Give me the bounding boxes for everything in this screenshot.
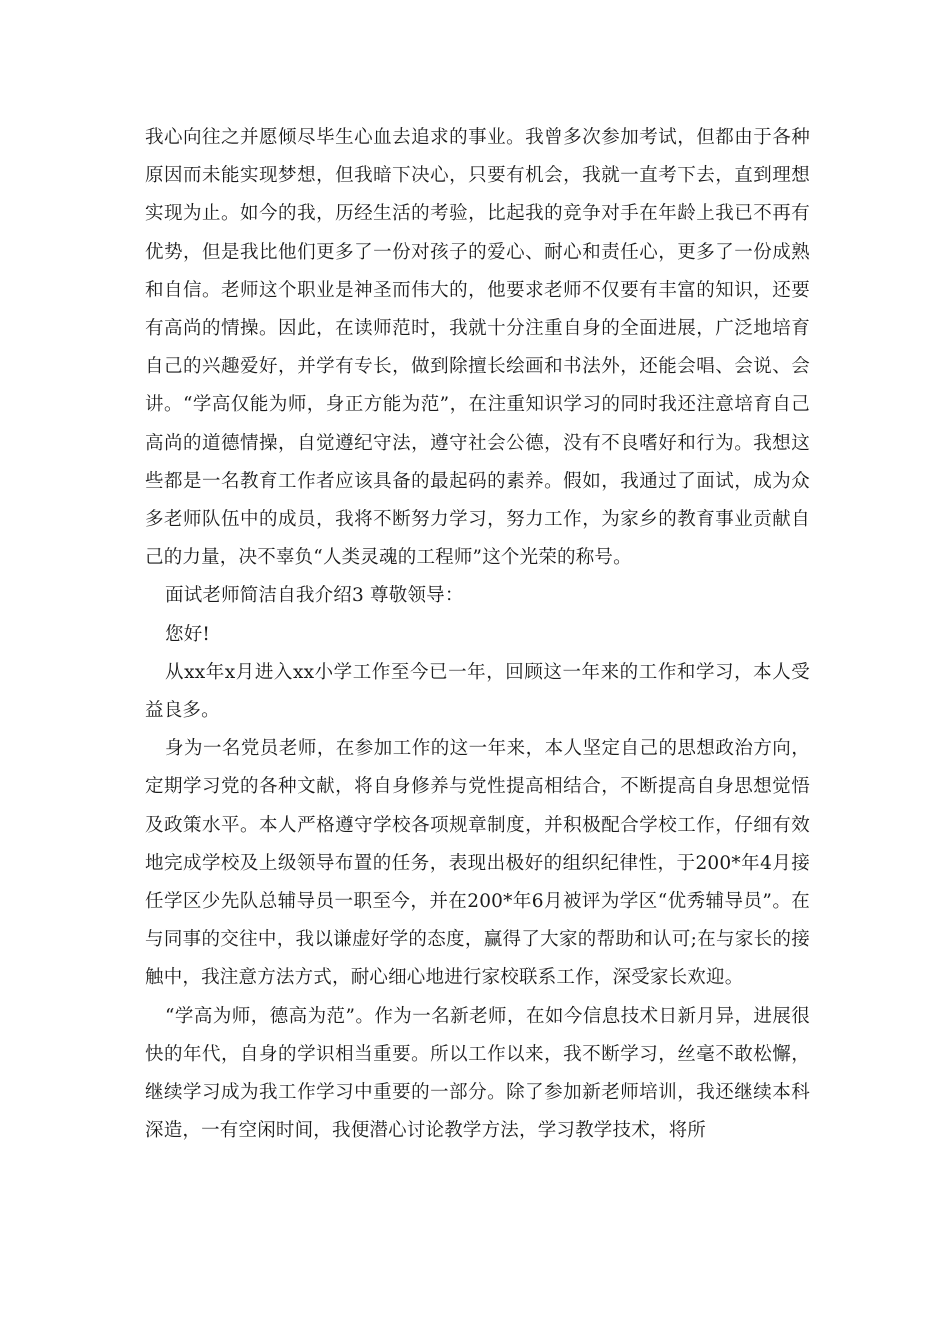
paragraph-5: 身为一名党员老师，在参加工作的这一年来，本人坚定自己的思想政治方向，定期学习党的各种文献，将自身修养与党性提高相结合，不断提高自身思想觉悟及政策水平。本人严格遵守学校各项规章制度，并积极配合学校工作，仔细有效地完成学校及上级领导布置的任务，表现出极好的组织纪律性，于200*年4月接任学区少先队总辅导员一职至今，并在200*年6月被评为学区“优秀辅导员”。在与同事的交往中，我以谦虚好学的态度，赢得了大家的帮助和认可;在与家长的接触中，我注意方法方式，耐心细心地进行家校联系工作，深受家长欢迎。 (145, 738, 810, 989)
paragraph-6: “学高为师，德高为范”。作为一名新老师，在如今信息技术日新月异，进展很快的年代，自身的学识相当重要。所以工作以来，我不断学习，丝毫不敢松懈，继续学习成为我工作学习中重要的一部分。除了参加新老师培训，我还继续本科深造，一有空闲时间，我便潜心讨论教学方法，学习教学技术，将所 (145, 1005, 810, 1142)
paragraph-4: 从xx年x月进入xx小学工作至今已一年，回顾这一年来的工作和学习，本人受益良多。 (145, 661, 810, 722)
paragraph-1: 我心向往之并愿倾尽毕生心血去追求的事业。我曾多次参加考试，但都由于各种原因而未能实现梦想，但我暗下决心，只要有机会，我就一直考下去，直到理想实现为止。如今的我，历经生活的考验，比起我的竞争对手在年龄上我已不再有优势，但是我比他们更多了一份对孩子的爱心、耐心和责任心，更多了一份成熟和自信。老师这个职业是神圣而伟大的，他要求老师不仅要有丰富的知识，还要有高尚的情操。因此，在读师范时，我就十分注重自身的全面进展，广泛地培育自己的兴趣爱好，并学有专长，做到除擅长绘画和书法外，还能会唱、会说、会讲。“学高仅能为师，身正方能为范”，在注重知识学习的同时我还注意培育自己高尚的道德情操，自觉遵纪守法，遵守社会公德，没有不良嗜好和行为。我想这些都是一名教育工作者应该具备的最起码的素养。假如，我通过了面试，成为众多老师队伍中的成员，我将不断努力学习，努力工作，为家乡的教育事业贡献自己的力量，决不辜负“人类灵魂的工程师”这个光荣的称号。 (145, 127, 810, 569)
paragraph-3-greeting: 您好! (165, 623, 211, 645)
document-body (145, 119, 810, 1150)
paragraph-2-heading: 面试老师简洁自我介绍3 尊敬领导： (165, 585, 464, 607)
